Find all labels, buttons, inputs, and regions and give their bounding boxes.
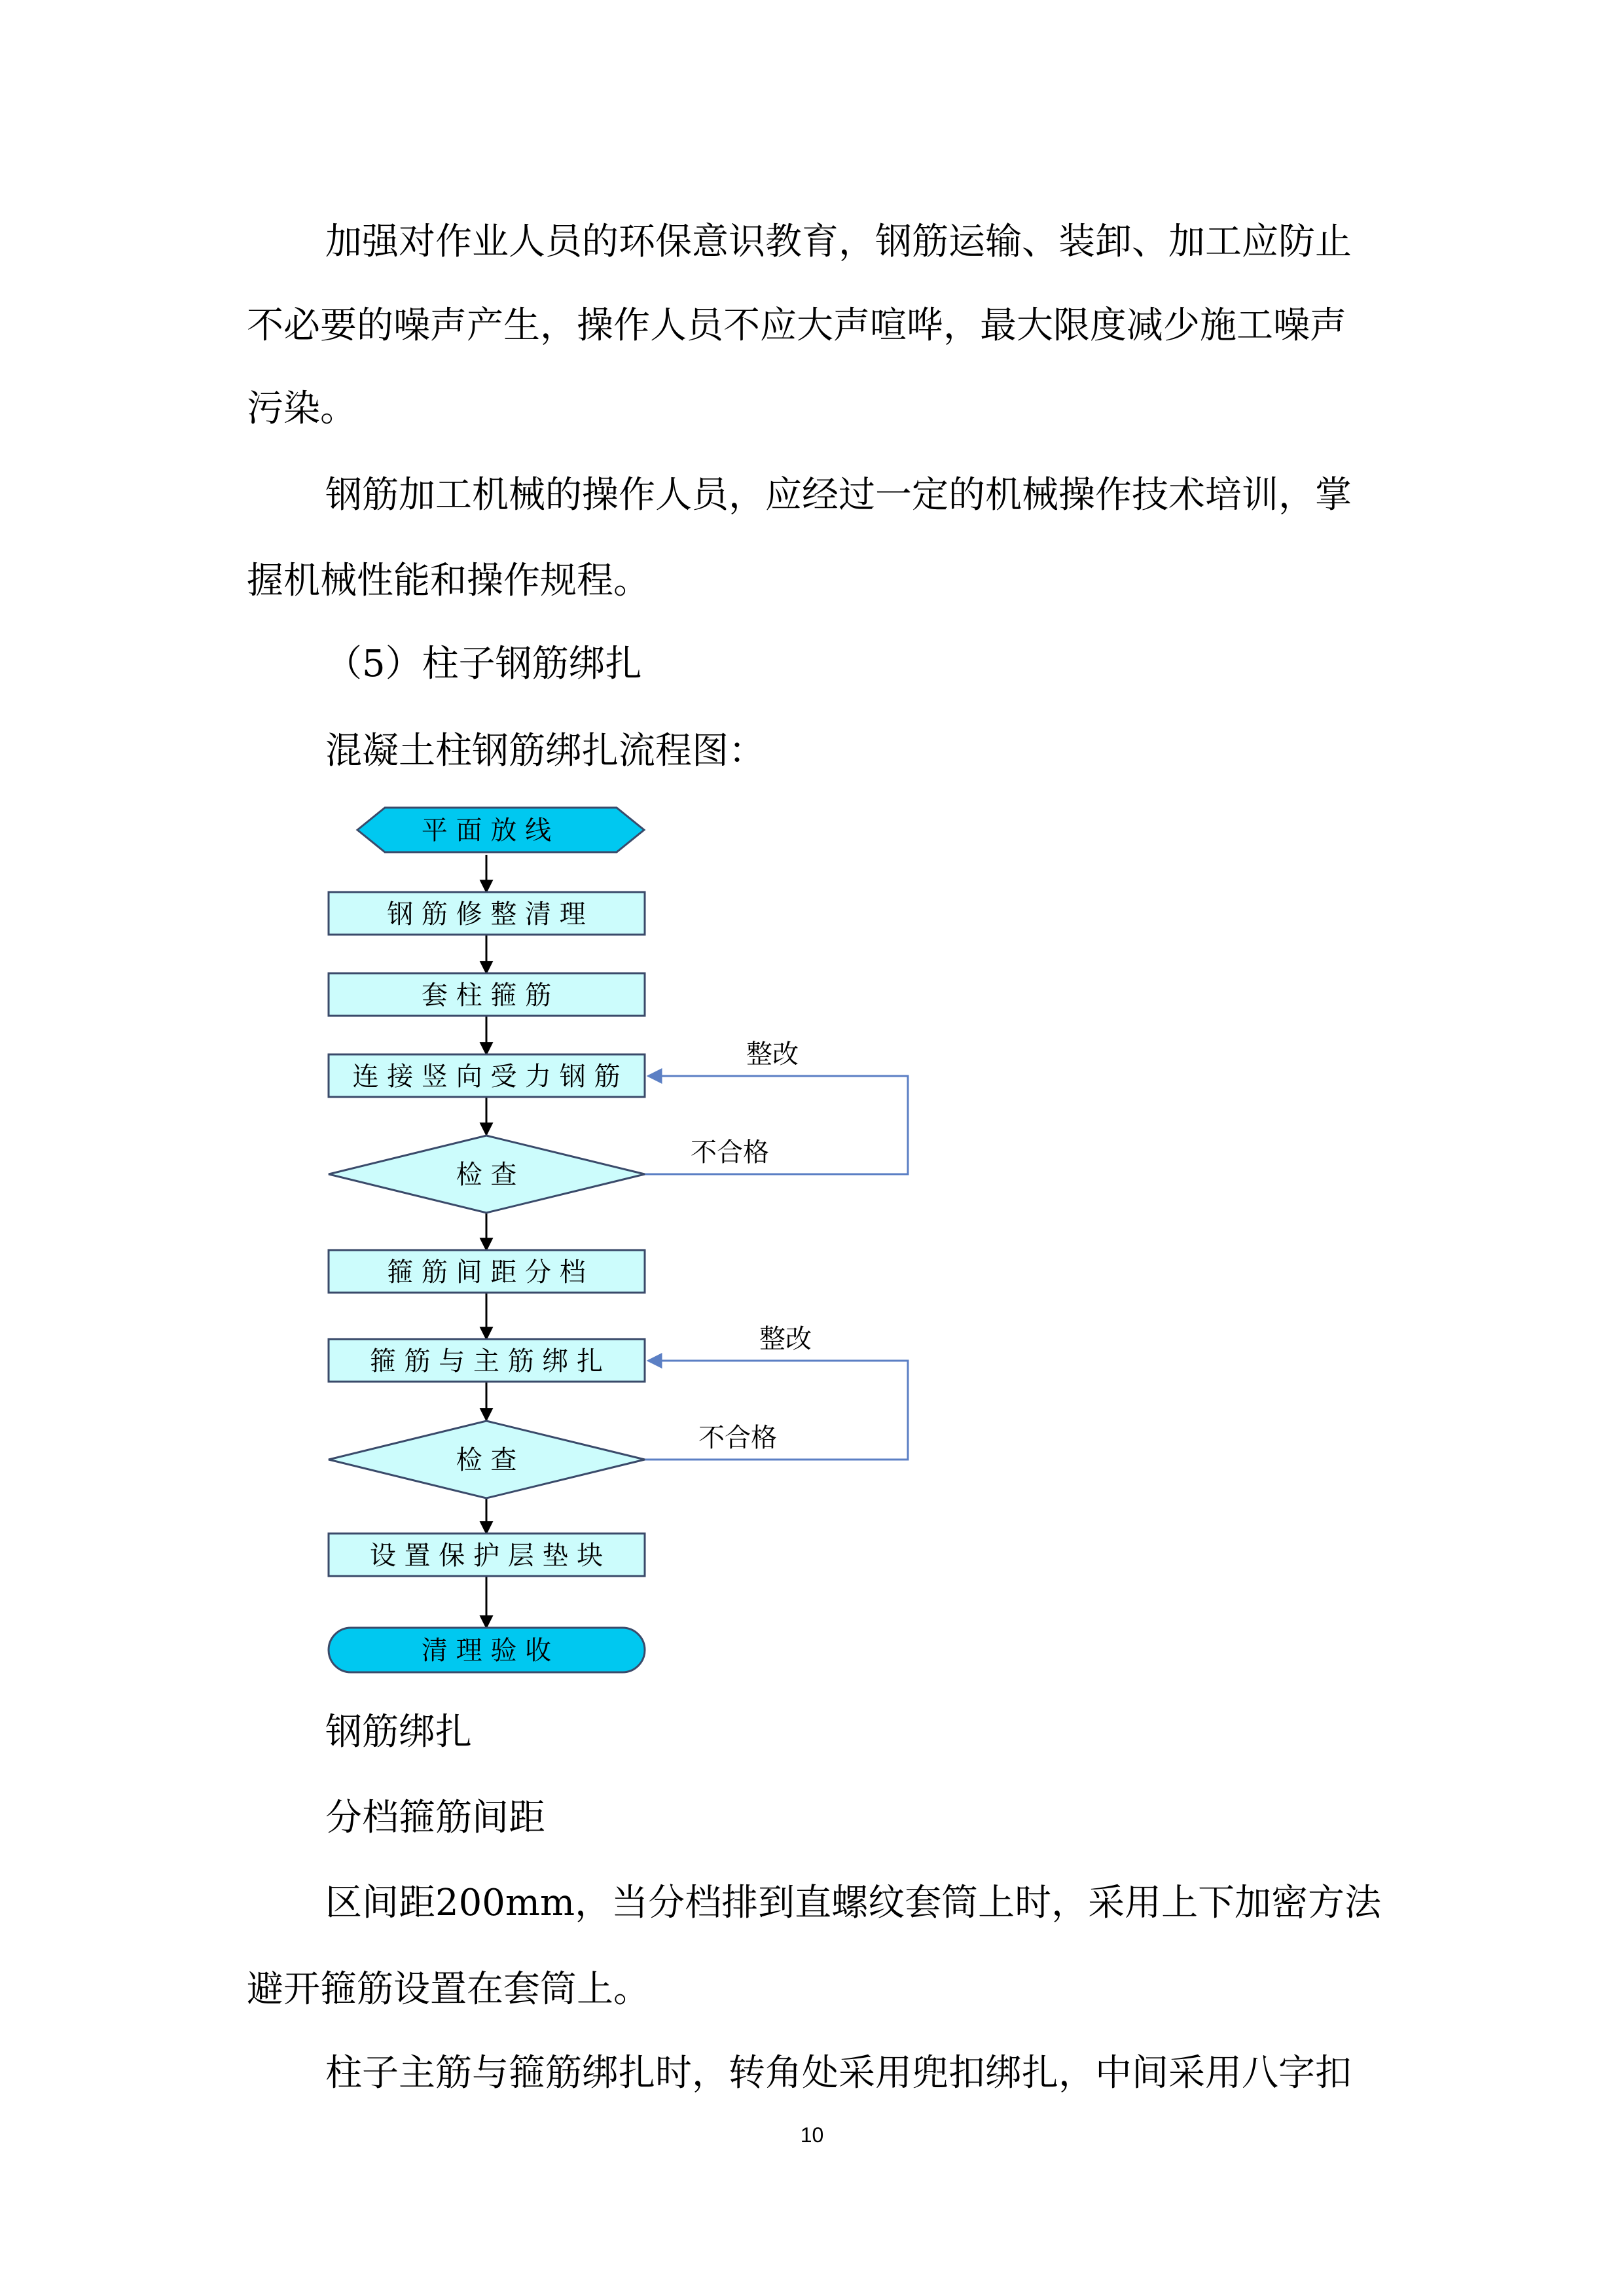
step-label: 箍 筋 与 主 筋 绑 扎 bbox=[369, 1346, 604, 1376]
step-label: 设 置 保 护 层 垫 块 bbox=[369, 1541, 604, 1571]
paragraph-line: 分档箍筋间距 bbox=[325, 1797, 545, 1839]
section-heading: （5）柱子钢筋绑扎 bbox=[325, 643, 642, 685]
paragraph-line: 污染。 bbox=[247, 387, 357, 430]
fail-label: 不合格 bbox=[691, 1138, 769, 1168]
step-label: 箍 筋 间 距 分 档 bbox=[387, 1257, 586, 1287]
paragraph-line: 握机械性能和操作规程。 bbox=[247, 560, 650, 602]
paragraph-line: 加强对作业人员的环保意识教育，钢筋运输、装卸、加工应防止 bbox=[325, 221, 1352, 263]
paragraph-line: 柱子主筋与箍筋绑扎时，转角处采用兜扣绑扎，中间采用八字扣 bbox=[325, 2052, 1352, 2094]
flowchart-caption: 混凝土柱钢筋绑扎流程图： bbox=[325, 730, 765, 772]
step-label: 平 面 放 线 bbox=[421, 816, 552, 846]
page-number: 10 bbox=[800, 2123, 824, 2147]
step-label: 检 查 bbox=[456, 1160, 517, 1190]
paragraph-line: 区间距200mm，当分档排到直螺纹套筒上时，采用上下加密方法 bbox=[325, 1882, 1382, 1924]
paragraph-line: 钢筋绑扎 bbox=[325, 1711, 472, 1753]
feedback-line-1 bbox=[645, 1076, 908, 1174]
rework-label: 整改 bbox=[746, 1039, 799, 1069]
paragraph-line: 不必要的噪声产生，操作人员不应大声喧哗，最大限度减少施工噪声 bbox=[247, 304, 1346, 347]
step-label: 连 接 竖 向 受 力 钢 筋 bbox=[352, 1062, 621, 1092]
paragraph-line: 钢筋加工机械的操作人员，应经过一定的机械操作技术培训，掌 bbox=[325, 474, 1352, 516]
feedback-loops bbox=[645, 1076, 908, 1460]
step-label: 检 查 bbox=[456, 1445, 517, 1475]
fail-label: 不合格 bbox=[698, 1423, 777, 1453]
step-label: 套 柱 箍 筋 bbox=[421, 980, 552, 1011]
step-label: 清 理 验 收 bbox=[421, 1636, 552, 1666]
paragraph-line: 避开箍筋设置在套筒上。 bbox=[247, 1968, 650, 2011]
rework-label: 整改 bbox=[759, 1324, 812, 1354]
step-label: 钢 筋 修 整 清 理 bbox=[387, 899, 586, 929]
